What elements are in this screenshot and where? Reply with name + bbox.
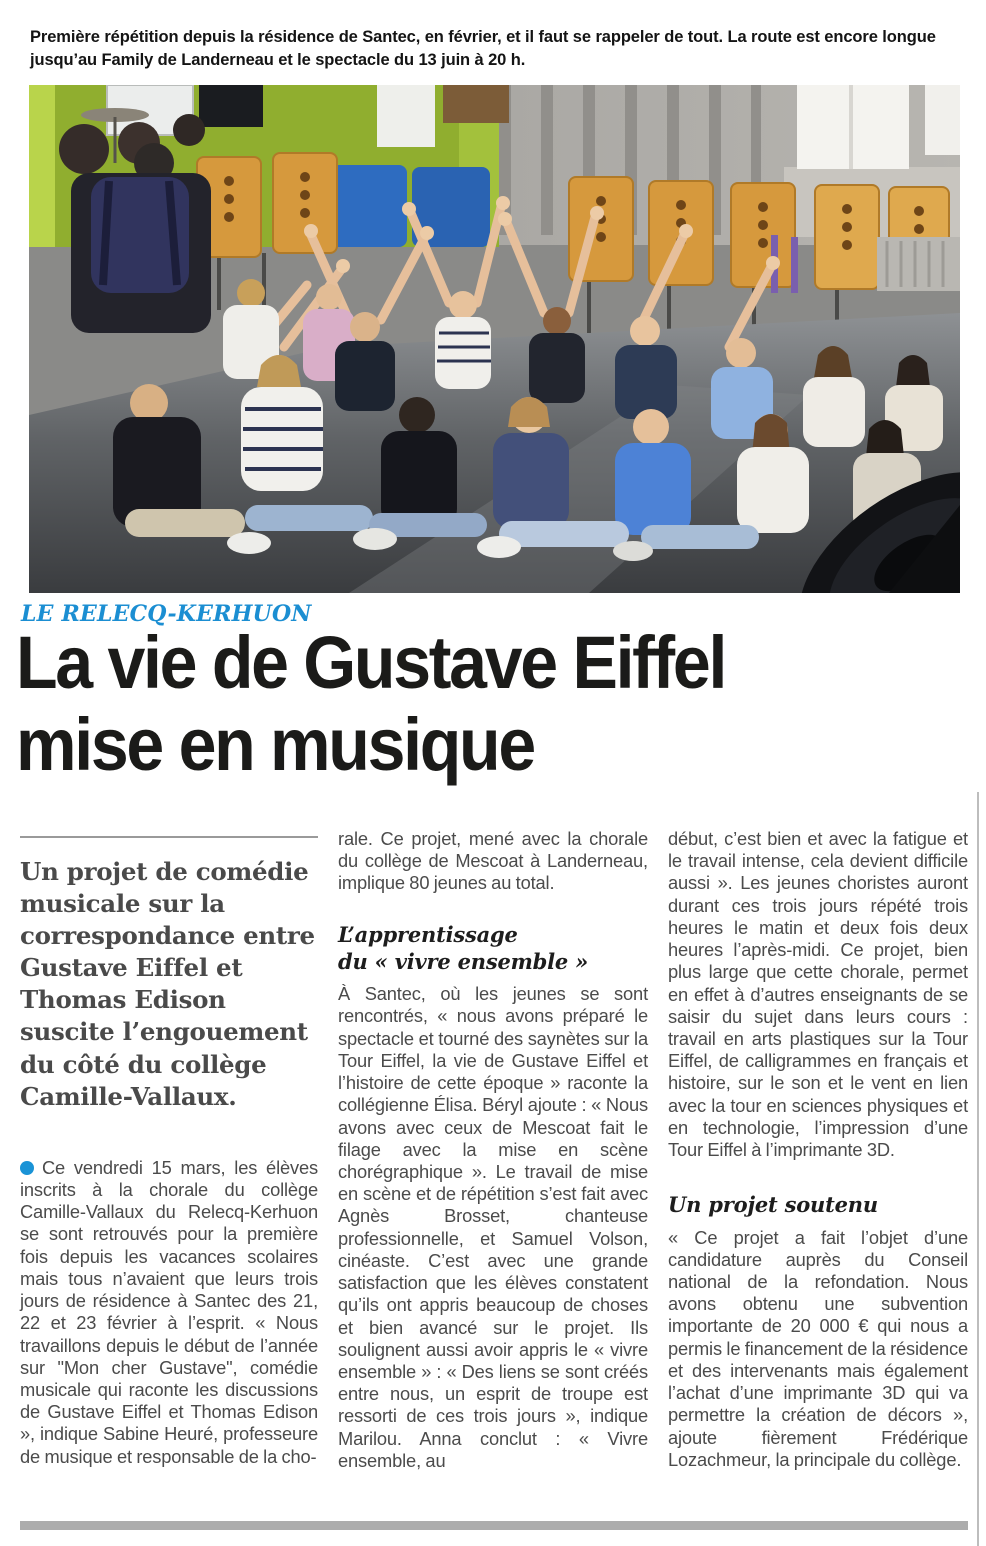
- article-headline: [16, 622, 899, 786]
- photo-caption: Première répétition depuis la résidence de Santec, en février, et il faut se rappeler de tout. La route est encore longue jusqu’au Family de Landerneau et le spectacle du 13 juin à 20 h.: [30, 28, 936, 70]
- column-3: [668, 828, 968, 1472]
- body-paragraph-3: À Santec, où les jeunes se sont rencontrés, « nous avons préparé le spectacle et tourné des saynètes sur la Tour Eiffel, la vie de Gustave Eiffel et l’histoire de cette époque » raconte la collégienne Élisa. Béryl ajoute : « Nous avons avec ceux de Mescoat fait le filage avec la mise en scène chorégraphique ». Le travail de mise en scène et de répétition s’est fait avec Agnès Brosset, chanteuse professionnelle, et Samuel Volson, cinéaste. C’est avec une grande satisfaction que les élèves constatent qu’ils ont appris beaucoup de choses et bien avancé sur le projet. Ils soulignent aussi avoir appris le « vivre ensemble » : « Des liens se sont créés entre nous, un esprit de troupe est ressorti de ces trois jours », indique Marilou. Anna conclut : « Vivre ensemble, au: [338, 983, 648, 1471]
- rehearsal-photo: [29, 85, 960, 593]
- lede-top-rule: [20, 836, 318, 838]
- bottom-divider-bar: [20, 1521, 968, 1530]
- rehearsal-photo-illustration: [29, 85, 960, 593]
- subhead-line-1: L’apprentissage: [338, 921, 518, 947]
- body-paragraph-5: « Ce projet a fait l’objet d’une candidature auprès du Conseil national de la refondation. Nous avons obtenu une subvention importante de 20 000 € qui nous a permis le financement de la résidence et des intervenants mais également l’achat d’une imprimante 3D qui va permettre la création de décors », ajoute fièrement Frédérique Lozachmeur, la principale du collège.: [668, 1226, 968, 1470]
- subhead-line-2: du « vivre ensemble »: [338, 948, 589, 974]
- body-paragraph-1-text: Ce vendredi 15 mars, les élèves inscrits à la chorale du collège Camille-Vallaux du Relecq-Kerhuon se sont retrouvés pour la première fois depuis les vacances scolaires mais tous n’avaient que leurs trois jours de résidence à Santec des 21, 22 et 23 février à l’esprit. « Nous travaillons depuis le début de l’année sur "Mon cher Gustave", comédie musicale qui raconte les discussions de Gustave Eiffel et Thomas Edison », indique Sabine Heuré, professeure de musique et responsable de la cho-: [20, 1156, 318, 1467]
- article-columns: [20, 828, 968, 1472]
- headline-line-2: mise en musique: [16, 703, 534, 787]
- column-2: [338, 828, 648, 1472]
- column-1: [20, 828, 318, 1472]
- subhead-projet-soutenu: Un projet soutenu: [668, 1192, 878, 1218]
- headline-line-1: La vie de Gustave Eiffel: [16, 621, 726, 704]
- section-kicker: LE RELECQ-KERHUON: [21, 601, 312, 627]
- body-paragraph-1: [20, 1157, 318, 1468]
- right-column-rule: [977, 792, 979, 1546]
- body-paragraph-2: rale. Ce projet, mené avec la chorale du collège de Mescoat à Landerneau, implique 80 jeunes au total.: [338, 828, 648, 894]
- body-paragraph-4: début, c’est bien et avec la fatigue et le travail intense, cela devient difficile aussi ». Les jeunes choristes auront durant ces trois jours répété trois heures le matin et deux fois deux heures l’après-midi. Ce projet, bien plus large que cette chorale, permet en effet à d’autres enseignants de se saisir du sujet dans leurs cours : travail en arts plastiques sur la Tour Eiffel, de calligrammes en français et histoire, sur le son et le vent en lien avec la tour en sciences physiques et en technologie, l’impression d’une Tour Eiffel à l’imprimante 3D.: [668, 828, 968, 1161]
- curtain-wall: [469, 85, 960, 245]
- subhead-apprentissage: [338, 921, 648, 976]
- article-lede: Un projet de comédie musicale sur la correspondance entre Gustave Eiffel et Thomas Edison suscite l’engouement du côté du collège Camille-Vallaux.: [20, 857, 315, 1111]
- bullet-icon: [20, 1161, 34, 1175]
